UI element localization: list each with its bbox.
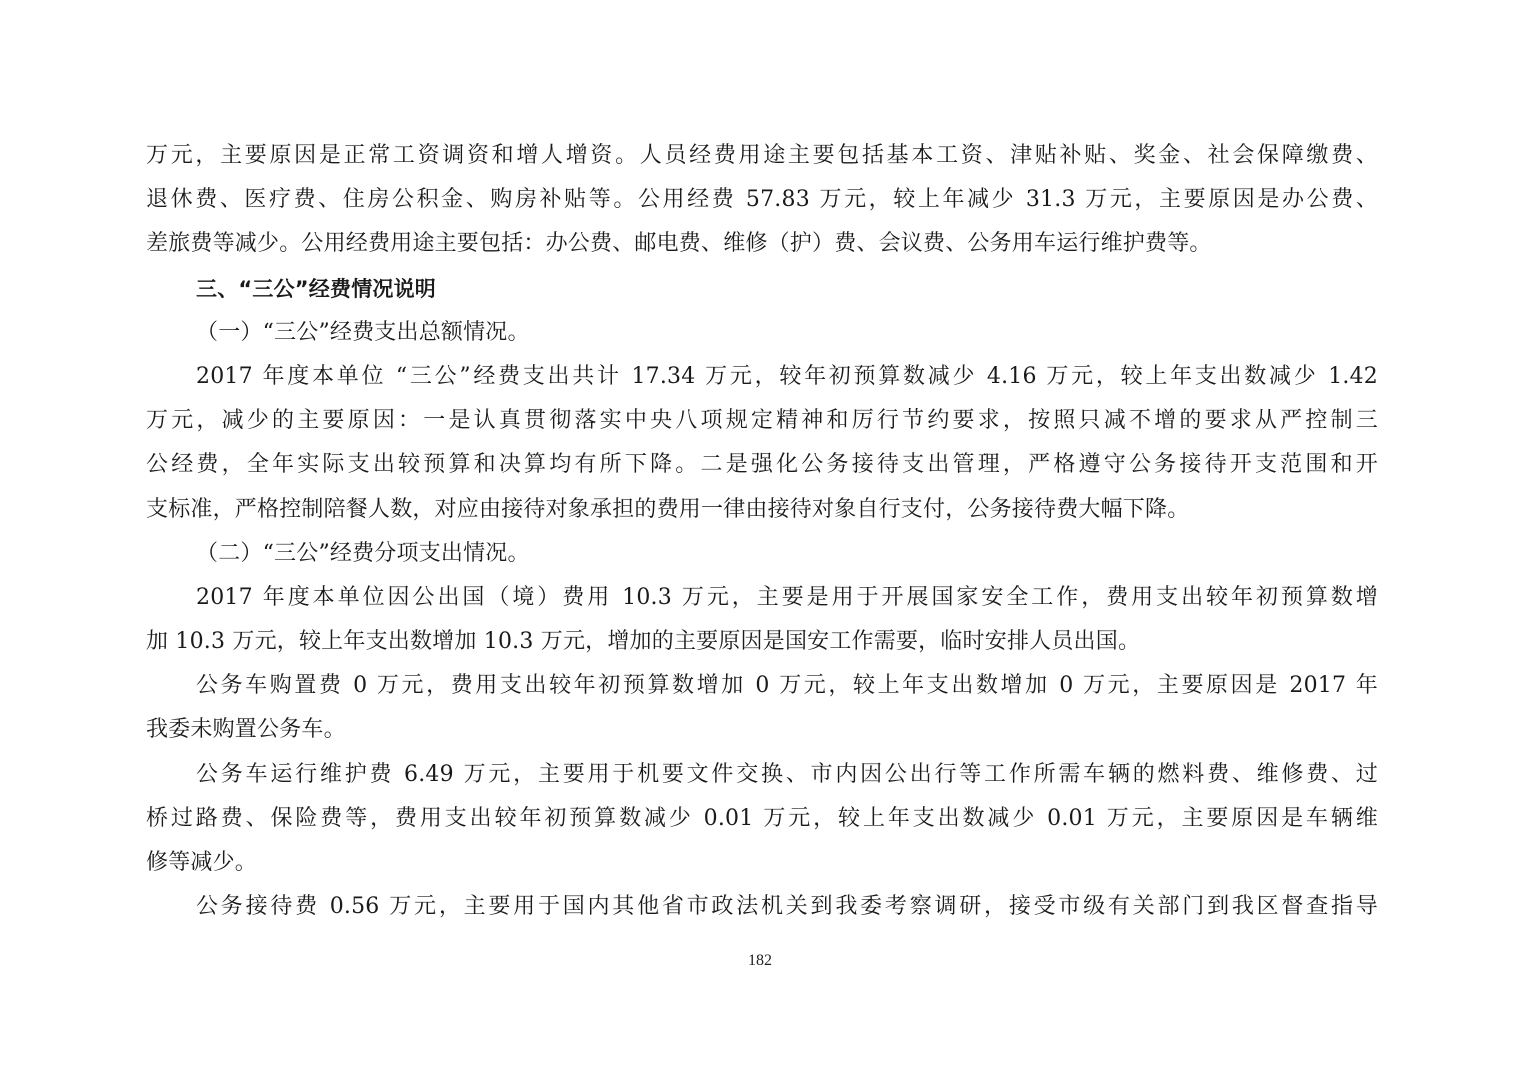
- text-line: 公经费，全年实际支出较预算和决算均有所下降。二是强化公务接待支出管理，严格遵守公务接待开支范围和开: [146, 452, 1378, 478]
- text-line: 公务接待费 0.56 万元，主要用于国内其他省市政法机关到我委考察调研，接受市级有关部门到我区督查指导: [196, 894, 1378, 920]
- text-line: 退休费、医疗费、住房公积金、购房补贴等。公用经费 57.83 万元，较上年减少 31.3 万元，主要原因是办公费、: [146, 187, 1378, 213]
- text-line: 支标准，严格控制陪餐人数，对应由接待对象承担的费用一律由接待对象自行支付，公务接待费大幅下降。: [146, 496, 1190, 522]
- section-heading: 三、“三公”经费情况说明: [196, 276, 437, 301]
- subsection-heading: （二）“三公”经费分项支出情况。: [196, 540, 530, 566]
- text-line: 加 10.3 万元，较上年支出数增加 10.3 万元，增加的主要原因是国安工作需要，临时安排人员出国。: [146, 629, 1141, 655]
- page-number: 182: [748, 952, 772, 969]
- text-line: 我委未购置公务车。: [146, 717, 346, 743]
- text-line: 桥过路费、保险费等，费用支出较年初预算数减少 0.01 万元，较上年支出数减少 0.01 万元，主要原因是车辆维: [146, 805, 1378, 831]
- text-line: 2017 年度本单位 “三公”经费支出共计 17.34 万元，较年初预算数减少 4.16 万元，较上年支出数减少 1.42: [196, 363, 1378, 389]
- body-text: [146, 134, 1378, 929]
- text-line: 差旅费等减少。公用经费用途主要包括：办公费、邮电费、维修（护）费、会议费、公务用车运行维护费等。: [146, 231, 1212, 257]
- text-line: 公务车运行维护费 6.49 万元，主要用于机要文件交换、市内因公出行等工作所需车辆的燃料费、维修费、过: [196, 761, 1378, 787]
- text-line: 修等减少。: [146, 850, 258, 875]
- text-line: 万元，减少的主要原因：一是认真贯彻落实中央八项规定精神和厉行节约要求，按照只减不增的要求从严控制三: [146, 408, 1378, 434]
- text-line: 万元，主要原因是正常工资调资和增人增资。人员经费用途主要包括基本工资、津贴补贴、奖金、社会保障缴费、: [146, 143, 1378, 168]
- subsection-heading: （一）“三公”经费支出总额情况。: [196, 319, 530, 345]
- text-line: 2017 年度本单位因公出国（境）费用 10.3 万元，主要是用于开展国家安全工作，费用支出较年初预算数增: [196, 584, 1378, 610]
- text-line: 公务车购置费 0 万元，费用支出较年初预算数增加 0 万元，较上年支出数增加 0 万元，主要原因是 2017 年: [196, 673, 1378, 699]
